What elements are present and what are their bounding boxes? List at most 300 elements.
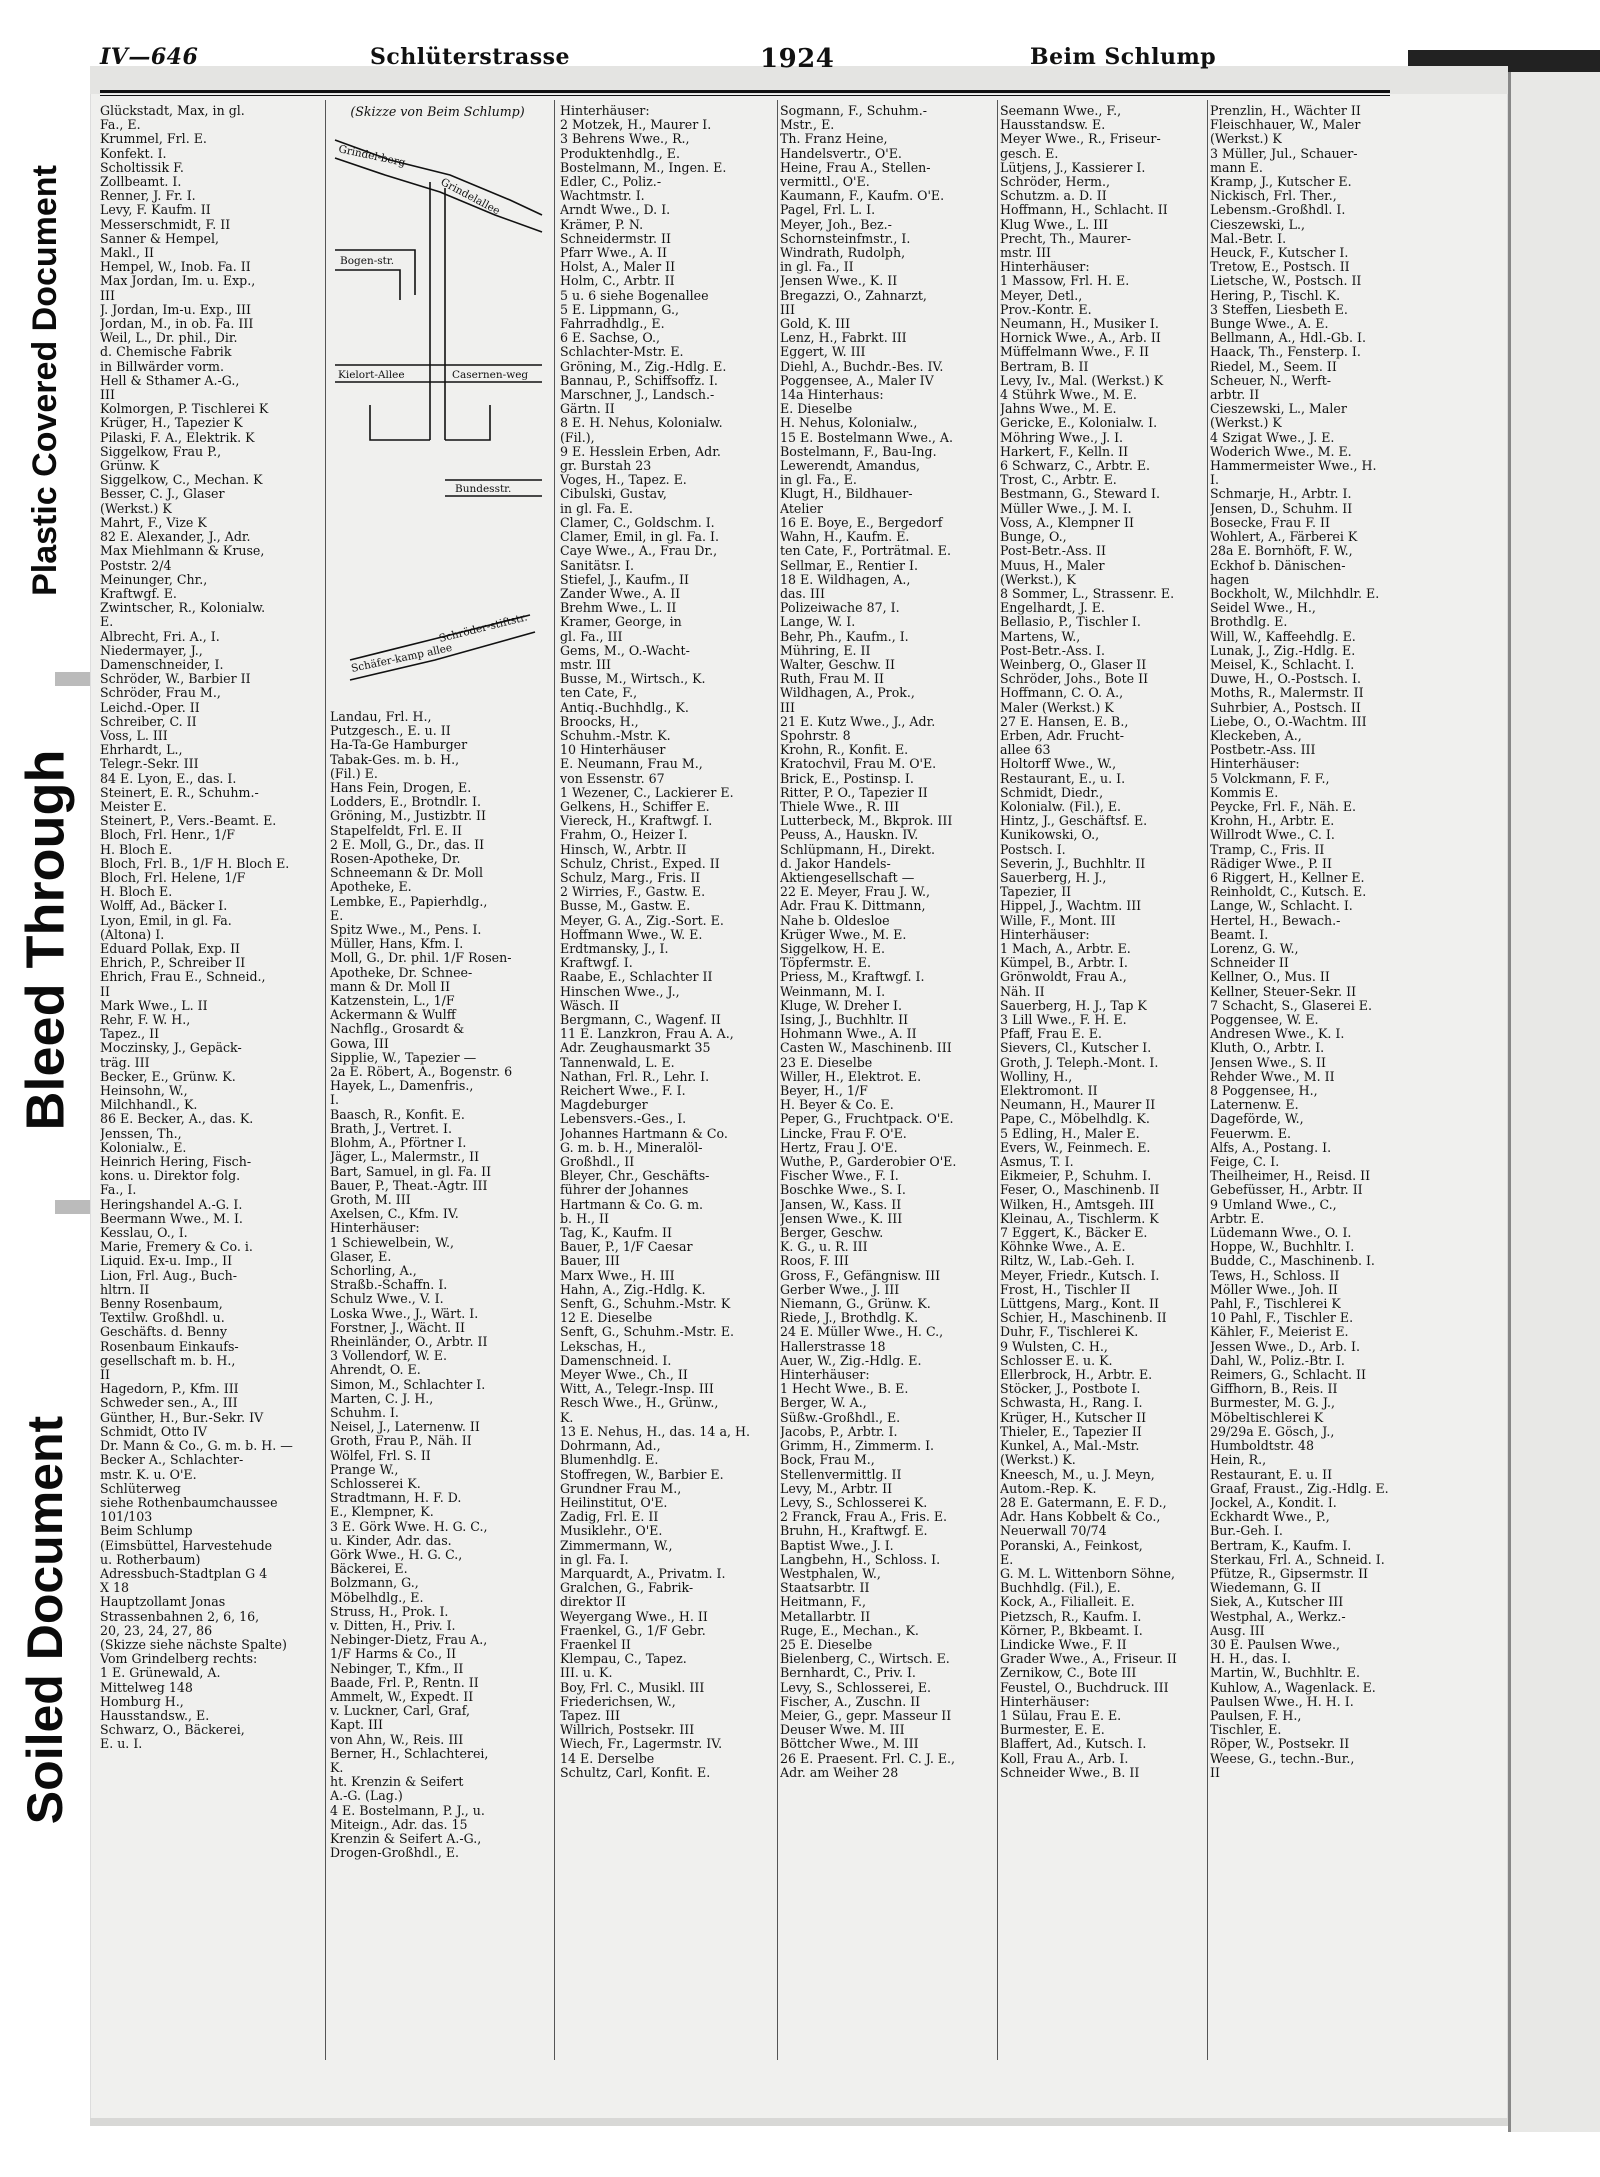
- directory-entry: Precht, Th., Maurer-: [1000, 230, 1131, 246]
- directory-entry: Zimmermann, W.,: [560, 1537, 673, 1553]
- directory-entry: Rehr, F. W. H.,: [100, 1012, 191, 1027]
- directory-entry: Tretow, E., Postsch. II: [1210, 259, 1350, 275]
- directory-entry: 26 E. Praesent. Frl. C. J. E.,: [780, 1750, 956, 1766]
- directory-entry: 84 E. Lyon, E., das. I.: [100, 770, 237, 786]
- directory-entry: (Werkst.) K.: [1000, 1452, 1076, 1468]
- directory-entry: Roos, F. III: [780, 1253, 849, 1269]
- directory-entry: Produktenhdlg., E.: [560, 145, 680, 161]
- directory-entry: Töpfermstr. E.: [780, 955, 871, 971]
- directory-entry: Strassenbahnen 2, 6, 16,: [100, 1608, 260, 1624]
- directory-entry: Hein, R.,: [1210, 1452, 1267, 1468]
- directory-entry: Broocks, H.,: [560, 713, 639, 729]
- directory-entry: Magdeburger: [560, 1097, 648, 1113]
- directory-entry: Bellasio, P., Tischler I.: [1000, 614, 1141, 630]
- directory-entry: Post-Betr.-Ass. I.: [1000, 642, 1105, 658]
- directory-entry: Forstner, J., Wächt. II: [330, 1319, 465, 1335]
- directory-entry: 8 Sommer, L., Strassenr. E.: [1000, 585, 1175, 601]
- directory-entry: Meyer, Joh., Bez.-: [780, 216, 892, 232]
- directory-entry: Blohm, A., Pförtner I.: [330, 1135, 467, 1151]
- directory-entry: Peper, G., Fruchtpack. O'E.: [780, 1111, 954, 1127]
- directory-entry: (Werkst.) K: [100, 500, 172, 516]
- directory-entry: in gl. Fa. E.: [560, 500, 633, 516]
- directory-entry: d. Jakor Handels-: [780, 855, 891, 871]
- directory-entry: Senft, G., Schuhm.-Mstr. E.: [560, 1324, 735, 1340]
- directory-entry: Pfütze, R., Gipsermstr. II: [1210, 1565, 1369, 1581]
- directory-entry: Simon, M., Schlachter I.: [330, 1376, 486, 1392]
- directory-entry: Busse, M., Wirtsch., K.: [560, 671, 706, 687]
- directory-entry: Bannau, P., Schiffsoffz. I.: [560, 372, 718, 388]
- directory-entry: Kluge, W. Dreher I.: [780, 997, 902, 1013]
- directory-entry: Moll, G., Dr. phil. 1/F Rosen-: [330, 950, 512, 966]
- directory-entry: 3 Müller, Jul., Schauer-: [1210, 145, 1358, 161]
- directory-entry: Stoffregen, W., Barbier E.: [560, 1466, 724, 1482]
- directory-entry: Burmester, E. E.: [1000, 1722, 1105, 1738]
- directory-entry: Prenzlin, H., Wächter II: [1210, 104, 1361, 118]
- directory-entry: siehe Rothenbaumchaussee: [100, 1494, 278, 1510]
- directory-entry: Heringshandel A.-G. I.: [100, 1196, 243, 1212]
- directory-entry: Holtorff Wwe., W.,: [1000, 756, 1117, 772]
- directory-entry: 15 E. Bostelmann Wwe., A.: [780, 429, 954, 445]
- directory-entry: Gröning, M., Zig.-Hdlg. E.: [560, 358, 727, 374]
- directory-entry: Kommis E.: [1210, 784, 1279, 800]
- directory-entry: Telegr.-Sekr. III: [100, 756, 199, 772]
- directory-entry: Brath, J., Vertret. I.: [330, 1120, 453, 1136]
- directory-entry: Baasch, R., Konfit. E.: [330, 1106, 465, 1122]
- directory-entry: Glaser, E.: [330, 1248, 392, 1264]
- street-sketch-map: [330, 104, 545, 704]
- directory-entry: Jessen Wwe., D., Arb. I.: [1210, 1338, 1360, 1354]
- directory-entry: Mal.-Betr. I.: [1210, 230, 1287, 246]
- directory-entry: Hornick Wwe., A., Arb. II: [1000, 330, 1161, 346]
- directory-entry: Albrecht, Fri. A., I.: [100, 628, 220, 644]
- directory-entry: Laternenw. E.: [1210, 1097, 1299, 1113]
- directory-entry: I.: [1210, 472, 1219, 488]
- directory-entry: Brothdlg. E.: [1210, 614, 1288, 630]
- directory-entry: Bauer, P., 1/F Caesar: [560, 1239, 693, 1255]
- column-divider: [554, 100, 555, 2060]
- directory-entry: Friederichsen, W.,: [560, 1693, 676, 1709]
- directory-entry: Lutterbeck, M., Bkprok. III: [780, 813, 953, 829]
- directory-entry: Levy, S., Schlosserei, E.: [780, 1679, 932, 1695]
- directory-entry: Kratochvil, Frau M. O'E.: [780, 756, 937, 772]
- directory-entry: Auer, W., Zig.-Hdlg. E.: [780, 1352, 922, 1368]
- directory-entry: Schuhm. I.: [330, 1404, 399, 1420]
- directory-entry: Lembke, E., Papierhdlg.,: [330, 893, 488, 909]
- directory-entry: Stiefel, J., Kaufm., II: [560, 571, 689, 587]
- directory-entry: Bostelmann, F., Bau-Ing.: [780, 443, 937, 459]
- directory-entry: Blumenhdlg. E.: [560, 1452, 659, 1468]
- directory-entry: Jensen, D., Schuhm. II: [1210, 500, 1353, 516]
- directory-entry: 10 Pahl, F., Tischler E.: [1210, 1310, 1354, 1326]
- directory-entry: Weyergang Wwe., H. II: [560, 1608, 708, 1624]
- directory-entry: Zadig, Frl. E. II: [560, 1509, 659, 1525]
- directory-entry: E. u. I.: [100, 1736, 143, 1752]
- directory-entry: Mühring, E. II: [780, 642, 871, 658]
- directory-entry: Lorenz, G. W.,: [1210, 940, 1299, 956]
- directory-entry: Adressbuch-Stadtplan G 4: [100, 1565, 268, 1581]
- directory-entry: 2 Franck, Frau A., Fris. E.: [780, 1509, 948, 1525]
- directory-entry: (Werkst.) K: [1210, 415, 1282, 431]
- directory-entry: A.-G. (Lag.): [330, 1788, 403, 1804]
- directory-entry: Peycke, Frl. F., Näh. E.: [1210, 798, 1357, 814]
- directory-entry: Levy, Iv., Mal. (Werkst.) K: [1000, 372, 1164, 388]
- directory-entry: Bunge, O.,: [1000, 529, 1067, 545]
- directory-entry: Näh. II: [1000, 983, 1045, 999]
- directory-entry: Schlosser E. u. K.: [1000, 1352, 1113, 1368]
- directory-entry: Sievers, Cl., Kutscher I.: [1000, 1040, 1152, 1056]
- directory-entry: Wiech, Fr., Lagermstr. IV.: [560, 1736, 723, 1752]
- directory-entry: Pietzsch, R., Kaufm. I.: [1000, 1608, 1142, 1624]
- directory-entry: Bloch, Frl. B., 1/F H. Bloch E.: [100, 855, 290, 871]
- directory-entry: Adr. Frau K. Dittmann,: [780, 898, 926, 914]
- directory-entry: Glückstadt, Max, in gl.: [100, 104, 245, 118]
- street-title: Schlüterstrasse: [370, 44, 571, 70]
- directory-entry: Viereck, H., Kraftwgf. I.: [560, 813, 713, 829]
- directory-entry: 2 E. Moll, G., Dr., das. II: [330, 836, 485, 852]
- directory-entry: Siggelkow, C., Mechan. K: [100, 472, 263, 488]
- directory-entry: Feuerwm. E.: [1210, 1125, 1292, 1141]
- directory-entry: Rosenbaum Einkaufs-: [100, 1338, 239, 1354]
- directory-entry: Heilinstitut, O'E.: [560, 1494, 668, 1510]
- directory-entry: 1 Sülau, Frau E. E.: [1000, 1707, 1122, 1723]
- directory-entry: 1 Massow, Frl. H. E.: [1000, 273, 1130, 289]
- directory-entry: E. Neumann, Frau M.,: [560, 756, 703, 772]
- directory-entry: Lenz, H., Fabrkt. III: [780, 330, 907, 346]
- directory-entry: Max Miehlmann & Kruse,: [100, 543, 265, 559]
- directory-entry: Berger, W. A.,: [780, 1395, 867, 1411]
- directory-entry: Möbelhdlg., E.: [330, 1589, 424, 1605]
- directory-entry: mstr. III: [1000, 245, 1052, 261]
- directory-entry: Hertel, H., Bewach.-: [1210, 912, 1341, 928]
- directory-entry: Beamt. I.: [1210, 926, 1269, 942]
- directory-entry: Kluth, O., Arbtr. I.: [1210, 1040, 1325, 1056]
- directory-entry: Meyer, Friedr., Kutsch. I.: [1000, 1267, 1160, 1283]
- directory-entry: Sellmar, E., Rentier I.: [780, 557, 919, 573]
- directory-entry: Koll, Frau A., Arb. I.: [1000, 1750, 1129, 1766]
- sketch-label: Bogen-str.: [340, 255, 395, 267]
- directory-entry: ten Cate, F.,: [560, 685, 638, 701]
- directory-entry: Pahl, F., Tischlerei K: [1210, 1296, 1341, 1312]
- directory-entry: 24 E. Müller Wwe., H. C.,: [780, 1324, 944, 1340]
- directory-entry: Hoffmann, C. O. A.,: [1000, 685, 1124, 701]
- directory-entry: Schneidermstr. II: [560, 230, 671, 246]
- directory-entry: 101/103: [100, 1509, 153, 1525]
- directory-entry: Görk Wwe., H. G. C.,: [330, 1546, 463, 1562]
- directory-entry: H. Bloch E.: [100, 841, 173, 857]
- directory-column-1: [100, 104, 318, 1752]
- directory-entry: Tannenwald, L. E.: [560, 1054, 675, 1070]
- directory-entry: 1 Wezener, C., Lackierer E.: [560, 784, 734, 800]
- directory-entry: Poggensee, W. E.: [1210, 1012, 1319, 1027]
- directory-entry: Ausg. III: [1210, 1622, 1265, 1638]
- directory-entry: Kraftwgf. I.: [560, 955, 633, 971]
- page-header: [100, 44, 1390, 84]
- directory-entry: 1 Mach, A., Arbtr. E.: [1000, 940, 1131, 956]
- directory-entry: (Fil.),: [560, 429, 595, 445]
- directory-entry: Sauerberg, H. J.,: [1000, 869, 1107, 885]
- directory-entry: Becker, E., Grünw. K.: [100, 1068, 236, 1084]
- directory-entry: Brehm Wwe., L. II: [560, 600, 677, 616]
- directory-entry: Engelhardt, J. E.: [1000, 600, 1105, 616]
- directory-entry: Fahrradhdlg., E.: [560, 316, 665, 332]
- directory-entry: Textilw. Großhdl. u.: [100, 1310, 225, 1326]
- directory-entry: Bleyer, Chr., Geschäfts-: [560, 1168, 710, 1184]
- directory-entry: Schwarz, O., Bäckerei,: [100, 1722, 245, 1738]
- directory-entry: Staatsarbtr. II: [780, 1580, 870, 1596]
- directory-entry: Lion, Frl. Aug., Buch-: [100, 1267, 237, 1283]
- directory-entry: Bäckerei, E.: [330, 1561, 408, 1577]
- directory-entry: Voges, H., Tapez. E.: [560, 472, 687, 488]
- directory-entry: Feustel, O., Buchdruck. III: [1000, 1679, 1169, 1695]
- directory-entry: Miteign., Adr. das. 15: [330, 1816, 468, 1832]
- directory-entry: Schlachter-Mstr. E.: [560, 344, 684, 360]
- directory-entry: Restaurant, E. u. II: [1210, 1466, 1333, 1482]
- directory-entry: Hahn, A., Zig.-Hdlg. K.: [560, 1281, 706, 1297]
- directory-entry: Neuerwall 70/74: [1000, 1523, 1107, 1539]
- directory-entry: 6 E. Sachse, O.,: [560, 330, 661, 346]
- directory-entry: Raabe, E., Schlachter II: [560, 969, 713, 985]
- directory-entry: K. G., u. R. III: [780, 1239, 868, 1255]
- directory-entry: Schmidt, Diedr.,: [1000, 784, 1104, 800]
- directory-entry: Schulz Wwe., V. I.: [330, 1291, 444, 1307]
- directory-entry: Hammermeister Wwe., H.: [1210, 458, 1377, 474]
- directory-entry: Sipplie, W., Tapezier —: [330, 1049, 477, 1065]
- directory-entry: Wolff, Ad., Bäcker I.: [100, 898, 228, 914]
- sketch-label: Schäfer-kamp allee: [350, 641, 454, 675]
- directory-entry: 8 Poggensee, H.,: [1210, 1083, 1318, 1099]
- directory-entry: Post-Betr.-Ass. II: [1000, 543, 1106, 559]
- directory-entry: Bur.-Geh. I.: [1210, 1523, 1283, 1539]
- directory-entry: Metallarbtr. II: [780, 1608, 871, 1624]
- directory-entry: Prov.-Kontr. E.: [1000, 301, 1092, 317]
- directory-entry: Renner, J. Fr. I.: [100, 188, 196, 204]
- directory-entry: Hohmann Wwe., A. II: [780, 1026, 917, 1042]
- directory-entry: 2 Wirries, F., Gastw. E.: [560, 884, 706, 900]
- directory-entry: Marie, Fremery & Co. i.: [100, 1239, 253, 1255]
- directory-entry: Restaurant, E., u. I.: [1000, 770, 1126, 786]
- directory-entry: Bauer, P., Theat.-Agtr. III: [330, 1177, 488, 1193]
- directory-column-5: [1000, 104, 1210, 1780]
- directory-entry: Klug Wwe., L. III: [1000, 216, 1109, 232]
- directory-entry: träg. III: [100, 1054, 150, 1070]
- directory-entry: 12 E. Dieselbe: [560, 1310, 653, 1326]
- directory-entry: Dohrmann, Ad.,: [560, 1438, 661, 1454]
- directory-entry: II: [100, 1367, 110, 1383]
- directory-entry: Heuck, F., Kutscher I.: [1210, 245, 1349, 261]
- directory-entry: Messerschmidt, F. II: [100, 216, 231, 232]
- directory-entry: Clamer, Emil, in gl. Fa. I.: [560, 529, 720, 545]
- directory-entry: Musiklehr., O'E.: [560, 1523, 663, 1539]
- directory-entry: Bauer, III: [560, 1253, 620, 1269]
- directory-entry: Kähler, F., Meierist E.: [1210, 1324, 1349, 1340]
- directory-entry: Wahn, H., Kaufm. E.: [780, 529, 910, 545]
- directory-entry: Bolzmann, G.,: [330, 1575, 419, 1591]
- directory-entry: Senft, G., Schuhm.-Mstr. K: [560, 1296, 731, 1312]
- directory-entry: Makl., II: [100, 245, 155, 261]
- directory-entry: Behr, Ph., Kaufm., I.: [780, 628, 909, 644]
- directory-entry: Weinberg, O., Glaser II: [1000, 656, 1147, 672]
- directory-entry: 4 E. Bostelmann, P. J., u.: [330, 1802, 485, 1818]
- directory-entry: Erben, Adr. Frucht-: [1000, 727, 1124, 743]
- directory-entry: Levy, F. Kaufm. II: [100, 202, 211, 218]
- directory-entry: Kellner, O., Mus. II: [1210, 969, 1330, 985]
- directory-entry: Kesslau, O., I.: [100, 1225, 188, 1241]
- directory-entry: (Eimsbüttel, Harvestehude: [100, 1537, 273, 1553]
- directory-entry: Röper, W., Postsekr. II: [1210, 1736, 1350, 1752]
- directory-entry: (Werkst.), K: [1000, 571, 1076, 587]
- directory-entry: Schulz, Marg., Fris. II: [560, 869, 701, 885]
- directory-entry: Milchhandl., K.: [100, 1097, 198, 1113]
- directory-entry: Pilaski, F. A., Elektrik. K: [100, 429, 255, 445]
- directory-entry: Schreiber, C. II: [100, 713, 197, 729]
- directory-entry: Schröder, Frau M.,: [100, 685, 221, 701]
- directory-entry: Will, W., Kaffeehdlg. E.: [1210, 628, 1356, 644]
- directory-entry: Harkert, F., Kelln. II: [1000, 443, 1129, 459]
- directory-entry: Ehrich, P., Schreiber II: [100, 955, 246, 971]
- directory-entry: Hausstandsw. E.: [1000, 117, 1106, 133]
- directory-entry: Fraenkel II: [560, 1636, 631, 1652]
- page-bottom-edge: [90, 2118, 1508, 2126]
- directory-entry: G. m. b. H., Mineralöl-: [560, 1139, 703, 1155]
- directory-entry: Struss, H., Prok. I.: [330, 1603, 449, 1619]
- directory-entry: Willer, H., Elektrot. E.: [780, 1068, 922, 1084]
- directory-entry: Kapt. III: [330, 1717, 383, 1733]
- directory-entry: Besser, C. J., Glaser: [100, 486, 225, 502]
- directory-entry: Duwe, H., O.-Postsch. I.: [1210, 671, 1361, 687]
- directory-entry: Neumann, H., Maurer II: [1000, 1097, 1156, 1113]
- directory-entry: Langbehn, H., Schloss. I.: [780, 1551, 941, 1567]
- directory-entry: Schulz, Christ., Exped. II: [560, 855, 720, 871]
- directory-entry: in gl. Fa., E.: [780, 472, 857, 488]
- page-number: IV—646: [100, 44, 199, 70]
- plastic-covered-label: Plastic Covered Document: [25, 164, 64, 596]
- directory-entry: Gold, K. III: [780, 316, 851, 332]
- directory-entry: 6 Schwarz, C., Arbtr. E.: [1000, 458, 1151, 474]
- directory-entry: Schier, H., Maschinenb. II: [1000, 1310, 1167, 1326]
- directory-entry: (Skizze siehe nächste Spalte): [100, 1636, 287, 1652]
- directory-entry: Arbtr. E.: [1210, 1210, 1265, 1226]
- directory-entry: Schweder sen., A., III: [100, 1395, 238, 1411]
- directory-entry: allee 63: [1000, 742, 1051, 758]
- directory-entry: Brick, E., Postinsp. I.: [780, 770, 914, 786]
- directory-entry: Ammelt, W., Expedt. II: [330, 1689, 474, 1705]
- directory-entry: Ahrendt, O. E.: [330, 1362, 421, 1378]
- directory-entry: Körner, P., Bkbeamt. I.: [1000, 1622, 1143, 1638]
- directory-entry: Mahrt, F., Vize K: [100, 514, 207, 530]
- directory-entry: Neisel, J., Laternenw. II: [330, 1419, 480, 1435]
- directory-entry: Bellmann, A., Hdl.-Gb. I.: [1210, 330, 1366, 346]
- facing-page: [1508, 72, 1600, 2132]
- directory-entry: Weil, L., Dr. phil., Dir.: [100, 330, 238, 346]
- directory-entry: Frost, H., Tischler II: [1000, 1281, 1131, 1297]
- directory-entry: Müller Wwe., J. M. I.: [1000, 500, 1132, 516]
- directory-entry: Eggert, W. III: [780, 344, 866, 360]
- directory-entry: Rosen-Apotheke, Dr.: [330, 851, 461, 867]
- directory-entry: Polizeiwache 87, I.: [780, 600, 900, 616]
- directory-entry: Krummel, Frl. E.: [100, 131, 207, 147]
- directory-entry: 2a E. Röbert, A., Bogenstr. 6: [330, 1064, 513, 1080]
- street-range-title: Beim Schlump: [1030, 44, 1217, 70]
- directory-entry: Tramp, C., Fris. II: [1210, 841, 1325, 857]
- directory-entry: Aktiengesellschaft —: [780, 869, 915, 885]
- directory-entry: Asmus, T. I.: [1000, 1154, 1074, 1170]
- directory-entry: 6 Riggert, H., Kellner E.: [1210, 869, 1365, 885]
- directory-entry: Erdtmansky, J., I.: [560, 940, 669, 956]
- directory-entry: mann & Dr. Moll II: [330, 978, 451, 994]
- directory-entry: Wildhagen, A., Prok.,: [780, 685, 915, 701]
- directory-entry: Bart, Samuel, in gl. Fa. II: [330, 1163, 492, 1179]
- directory-entry: Haack, Th., Fensterp. I.: [1210, 344, 1361, 360]
- directory-entry: Möbeltischlerei K: [1210, 1409, 1324, 1425]
- directory-entry: Gralchen, G., Fabrik-: [560, 1580, 694, 1596]
- directory-entry: III: [780, 301, 795, 317]
- sketch-label: Bundesstr.: [455, 483, 512, 495]
- directory-column-3: [560, 104, 778, 1780]
- directory-entry: Jenssen, Th.,: [100, 1125, 182, 1141]
- directory-entry: 3 E. Görk Wwe. H. G. C.,: [330, 1518, 488, 1534]
- directory-entry: Jäger, L., Malermstr., II: [330, 1149, 480, 1165]
- directory-entry: H. H., das. I.: [1210, 1651, 1291, 1667]
- directory-entry: ten Cate, F., Porträtmal. E.: [780, 543, 951, 559]
- directory-entry: Autom.-Rep. K.: [1000, 1480, 1097, 1496]
- directory-entry: Landau, Frl. H.,: [330, 710, 432, 724]
- directory-entry: Groth, J. Teleph.-Mont. I.: [1000, 1054, 1159, 1070]
- directory-entry: Kneesch, M., u. J. Meyn,: [1000, 1466, 1155, 1482]
- directory-entry: Hintz, J., Geschäftsf. E.: [1000, 813, 1148, 829]
- directory-entry: Schröder, Johs., Bote II: [1000, 671, 1149, 687]
- directory-entry: 30 E. Paulsen Wwe.,: [1210, 1636, 1340, 1652]
- directory-entry: Kunkel, A., Mal.-Mstr.: [1000, 1438, 1140, 1454]
- directory-entry: Klugt, H., Bildhauer-: [780, 486, 913, 502]
- directory-entry: ht. Krenzin & Seifert: [330, 1774, 464, 1790]
- directory-entry: Hell & Sthamer A.-G.,: [100, 372, 240, 388]
- directory-entry: 16 E. Boye, E., Bergedorf: [780, 514, 943, 530]
- directory-entry: Handelsvertr., O'E.: [780, 145, 902, 161]
- directory-entry: Kaumann, F., Kaufm. O'E.: [780, 188, 945, 204]
- directory-entry: Hinterhäuser:: [780, 1367, 870, 1383]
- directory-column-6: [1210, 104, 1405, 1780]
- sketch-caption: (Skizze von Beim Schlump): [350, 104, 525, 119]
- directory-entry: 9 Umland Wwe., C.,: [1210, 1196, 1337, 1212]
- directory-entry: Krämer, P. N.: [560, 216, 644, 232]
- directory-entry: Nathan, Frl. R., Lehr. I.: [560, 1068, 710, 1084]
- directory-entry: Zernikow, C., Bote III: [1000, 1665, 1137, 1681]
- directory-entry: Deuser Wwe. M. III: [780, 1722, 905, 1738]
- directory-entry: Giffhorn, B., Reis. II: [1210, 1381, 1338, 1397]
- directory-entry: Schmarje, H., Arbtr. I.: [1210, 486, 1352, 502]
- directory-entry: Lietsche, W., Postsch. II: [1210, 273, 1362, 289]
- directory-entry: d. Chemische Fabrik: [100, 344, 232, 360]
- directory-entry: Woderich Wwe., M. E.: [1210, 443, 1352, 459]
- directory-entry: Pape, C., Möbelhdlg. K.: [1000, 1111, 1150, 1127]
- directory-entry: III: [100, 287, 115, 303]
- directory-entry: Drogen-Großhdl., E.: [330, 1845, 460, 1861]
- directory-entry: Lange, W., Schlacht. I.: [1210, 898, 1353, 914]
- directory-entry: Dageförde, W.,: [1210, 1111, 1304, 1127]
- directory-entry: Gericke, E., Kolonialw. I.: [1000, 415, 1158, 431]
- directory-entry: Meyer, Detl.,: [1000, 287, 1083, 303]
- directory-entry: Dr. Mann & Co., G. m. b. H. —: [100, 1438, 293, 1454]
- directory-entry: X 18: [100, 1580, 129, 1596]
- directory-entry: Grundner Frau M.,: [560, 1480, 682, 1496]
- directory-entry: vermittl., O'E.: [780, 174, 870, 190]
- directory-entry: Großhdl., II: [560, 1154, 635, 1170]
- directory-entry: Lüttgens, Marg., Kont. II: [1000, 1296, 1159, 1312]
- directory-entry: 20, 23, 24, 27, 86: [100, 1622, 213, 1638]
- directory-entry: Fa., I.: [100, 1182, 137, 1198]
- directory-entry: 1 Hecht Wwe., B. E.: [780, 1381, 909, 1397]
- directory-entry: Cieszewski, L.,: [1210, 216, 1305, 232]
